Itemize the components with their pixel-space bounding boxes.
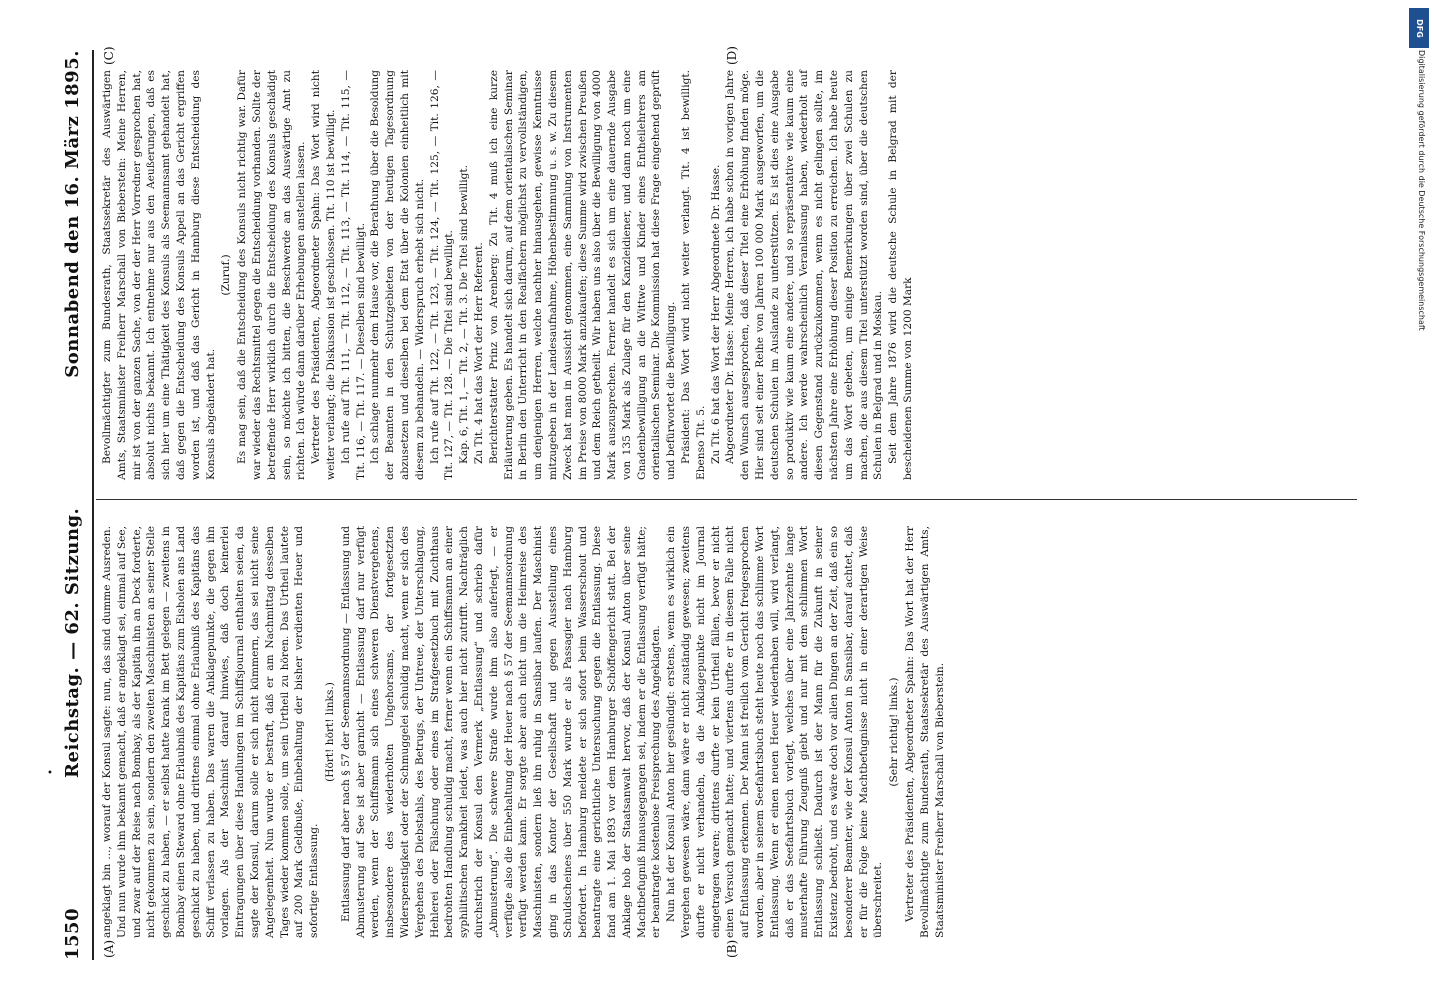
interjection: (Sehr richtig! links.) — [888, 677, 901, 787]
interjection: (Hört! hört! links.) — [323, 682, 336, 782]
paragraph: Bevollmächtigter zum Bundesrath, Staatssekretär des Auswärtigen Amts, Staatsminister Freiherr Marschall von Bieberstein: Meine Herren, mir ist von der ganzen Sache, von der der Herr Vorredner gesprochen hat, absolut nichts bekannt. Ich entnehme nur aus den Aeußerungen, daß es sich hier um eine Thätigkeit des Konsuls als Seemannsamt gehandelt hat, daß gegen die Entscheidung des Konsuls Appell an das Gericht ergriffen worden ist, und daß das Gericht in Hamburg diese Entscheidung des Konsuls abgeändert hat. — [101, 70, 217, 480]
paragraph: Präsident: Das Wort wird nicht weiter verlangt. Tit. 4 ist bewilligt. Ebenso Tit. 5. — [680, 70, 707, 480]
paragraph: Entlassung darf aber nach § 57 der Seemannsordnung — Entlassung und Abmusterung auf See ist aber garnicht — Entlassung darf nur verfügt werden, wenn der Schiffsmann sich eines schweren Dienstvergehens, insbesondere des wiederholten Ungehorsams, der fortgesetzten Widerspenstigkeit oder der Schmuggelei schuldig macht, wenn er sich des Vergehens des Diebstahls, des Betrugs, der Untreue, der Unterschlagung, Hehlerei oder Fälschung oder eines im Strafgesetzbuch mit Zuchthaus bedrohten Handlung schuldig macht, ferner wenn ein Schiffsmann an einer syphilitischen Krankheit leidet, was auch hier nicht zutrifft. Nachträglich durchstrich der Konsul den Vermerk „Entlassung“ und schrieb dafür „Abmusterung“. Die schwere Strafe wurde ihm also auferlegt, — er verfügte also die Einbehaltung der Heuer nach § 57 der Seemannsordnung verfügt werden kann. Er sorgte aber auch nicht um die Heimreise des Maschinisten, sondern ließ ihn ruhig in Sansibar laufen. Der Maschinist ging in das Kontor der Gesellschaft und gegen Ausstellung eines Schuldscheines über 550 Mark wurde er als Passagier nach Hamburg befördert. In Hamburg meldete er sich sofort beim Wasserschout und beantragte eine gerichtliche Untersuchung gegen die Entlassung. Diese fand am 1. Mai 1893 vor dem Hamburger Schöffengericht statt. Bei der Anklage hob der Staatsanwalt hervor, daß der Konsul Anton über seine Machtbefugniß hinausgegangen sei, indem er die Entlassung verfügt hätte; er beantragte kostenlose Freisprechung des Angeklagten. — [339, 526, 663, 938]
margin-mark-b: (B) — [725, 939, 739, 958]
paragraph: Es mag sein, daß die Entscheidung des Konsuls nicht richtig war. Dafür war wieder das Rechtsmittel gegen die Entscheidung vorhanden. Sollte der betreffende Herr wirklich durch die Entscheidung des Konsuls geschädigt sein, so möchte ich bitten, die Beschwerde an das Auswärtige Amt zu richten. Ich würde dann darüber Erhebungen anstellen lassen. — [236, 70, 308, 480]
paragraph: Vertreter des Präsidenten, Abgeordneter Spahn: Das Wort hat der Herr Bevollmächtigte zum Bundesrath, Staatssekretär des Auswärtigen Amts, Staatsminister Freiherr Marschall von Bieberstein. — [904, 526, 946, 938]
page-header — [55, 50, 89, 960]
paragraph: Ich rufe auf Tit. 111, — Tit. 112, — Tit. 113, — Tit. 114, — Tit. 115, — Tit. 116, — Tit. 117. — Dieselben sind bewilligt. — [339, 70, 367, 480]
interjection: (Zuruf.) — [220, 254, 233, 296]
paragraph: Vertreter des Präsidenten, Abgeordneter Spahn: Das Wort wird nicht weiter verlangt; die Diskussion ist geschlossen. Tit. 110 ist bewilligt. — [310, 70, 337, 480]
column-divider — [96, 499, 1357, 500]
paragraph: angeklagt bin ..., worauf der Konsul sagte: nun, das sind dumme Ausreden. Und nun wurde ihm bekannt gemacht, daß er angeklagt sei, einmal auf See, und zwar auf der Reise nach Bombay, als der Kapitän ihn an Deck forderte, nicht gekommen zu sein, sondern den zweiten Maschinisten an seiner Stelle geschickt zu haben, — er selbst hatte krank im Bett gelegen — zweitens in Bombay einen Steward ohne Erlaubniß des Kapitäns zum Eisholen ans Land geschickt zu haben, und drittens einmal ohne Erlaubniß des Kapitäns das Schiff verlassen zu haben. Das waren die Anklagepunkte, die gegen ihn vorlagen. Als der Maschinist darauf hinwies, daß doch keinerlei Eintragungen über diese Handlungen im Schiffsjournal enthalten seien, da sagte der Konsul, darum solle er sich nicht kümmern, das sei nicht seine Angelegenheit. Nun wurde er bestraft, daß er am Nachmittag desselben Tages wieder kommen solle, um sein Urtheil zu hören. Das Urtheil lautete auf 200 Mark Geldbuße, Einbehaltung der bisher verdienten Heuer und sofortige Entlassung. — [101, 526, 321, 938]
dfg-credit — [1418, 50, 1428, 790]
header-rule — [92, 50, 94, 960]
paragraph: Zu Tit. 4 hat das Wort der Herr Referent. — [472, 242, 485, 464]
paragraph: Ich schlage nunmehr dem Hause vor, die Berathung über die Besoldung der Beamten in den Schutzgebieten von der heutigen Tagesordnung abzusetzen und dieselben bei dem Etat über die Kolonien einheitlich mit diesem zu behandeln. — Widerspruch erhebt sich nicht. — [369, 70, 426, 480]
paragraph: Berichterstatter Prinz von Arenberg: Zu Tit. 4 muß ich eine kurze Erläuterung geben. Es handelt sich darum, auf dem orientalischen Seminar in Berlin den Unterricht in den Realfächern möglichst zu vervollständigen, um denjenigen Herren, welche nachher hinausgehen, gewisse Kenntnisse mitzugeben in der Landesaufnahme, Höhenbestimmung u. s. w. Zu diesem Zweck hat man in Aussicht genommen, eine Sammlung von Instrumenten im Preise von 8000 Mark anzukaufen; diese Summe wird zwischen Preußen und dem Reich getheilt. Wir haben uns also über die Bewilligung von 4000 Mark auszusprechen. Ferner handelt es sich um eine dauernde Ausgabe von 135 Mark als Zulage für den Kanzleidiener, und dann noch um eine Gnadenbewilligung an die Wittwe und Kinder eines Entheilehrers am orientalischen Seminar. Die Kommission hat diese Frage eingehend geprüft und befürwortet die Bewilligung. — [487, 70, 678, 480]
paragraph: Seit dem Jahre 1876 wird die deutsche Schule in Belgrad mit der bescheidenen Summe von 1200 Mark — [887, 70, 915, 480]
session-title: Reichstag. — 62. Sitzung. — [61, 507, 83, 778]
session-date: Sonnabend den 16. März 1895. — [61, 50, 83, 378]
left-column — [100, 526, 1357, 938]
dfg-logo — [1409, 8, 1429, 48]
paragraph: Ich rufe auf Tit. 122, — Tit. 123, — Tit. 124, — Tit. 125, — Tit. 126, — Tit. 127, — Tit. 128. — Die Titel sind bewilligt. — [428, 70, 456, 480]
margin-mark-a: (A) — [102, 939, 116, 958]
right-column — [100, 70, 1357, 480]
paragraph: Zu Tit. 6 hat das Wort der Herr Abgeordnete Dr. Hasse. — [709, 164, 722, 464]
paragraph: Abgeordneter Dr. Hasse: Meine Herren, ich habe schon in vorigen Jahre den Wunsch ausgesprochen, daß dieser Titel eine Erhöhung finden möge. Hier sind seit einer Reihe von Jahren 100 000 Mark ausgeworfen, um die deutschen Schulen im Auslande zu unterstützen. Es ist dies eine Ausgabe so produktiv wie kaum eine andere, und so repräsentative wie kaum eine andere. Ich werde wahrscheinlich Veranlassung haben, wiederholt auf diesen Gegenstand zurückzukommen, wenn es nicht gelingen sollte, im nächsten Jahre eine Erhöhung dieser Position zu erreichen. Ich habe heute um das Wort gebeten, um einige Bemerkungen über zwei Schulen zu machen, die aus diesem Titel unterstützt worden sind, über die deutschen Schulen in Belgrad und in Moskau. — [724, 70, 885, 480]
page-number: 1550 — [61, 907, 83, 960]
stray-dot: • — [47, 768, 53, 779]
dfg-credit-text: Digitalisierung gefördert durch die Deutsche Forschungsgemeinschaft — [1417, 50, 1426, 331]
dfg-logo-text: DFG — [1414, 18, 1424, 38]
paragraph: Kap. 6, Tit. 1, — Tit. 2, — Tit. 3. Die Titel sind bewilligt. — [458, 164, 471, 464]
margin-mark-d: (D) — [725, 46, 739, 65]
margin-mark-c: (C) — [102, 46, 116, 65]
paragraph: Nun hat der Konsul Anton hier gesündigt: erstens, wenn es wirklich ein Vergehen gewesen wäre, dann wäre er nicht zuständig gewesen; zweitens durfte er nicht verhandeln, da die Anklagepunkte nicht im Journal eingetragen waren; drittens durfte er kein Urtheil fällen, bevor er nicht einen Versuch gemacht hatte; und viertens durfte er in diesem Falle nicht auf Entlassung erkennen. Der Mann ist freilich vom Gericht freigesprochen worden, aber in seinem Seefahrtsbuch steht heute noch das schlimme Wort Entlassung. Wenn er einen neuen Heuer wiederhaben will, wird verlangt, daß er das Seefahrtsbuch vorlegt, welches über eine Jahrzehnte lange musterhafte Führung Zeugniß giebt und nur mit dem schlimmen Wort Entlassung schließt. Dadurch ist der Mann für die Zukunft in seiner Existenz bedroht, und es wäre doch vor allen Dingen an der Zeit, daß ein so besonderer Beamter, wie der Konsul Anton in Sansibar, darauf achtet, daß er für die Folge keine Machtbefugnisse nicht in einer derartigen Weise überschreitet. — [665, 526, 885, 938]
